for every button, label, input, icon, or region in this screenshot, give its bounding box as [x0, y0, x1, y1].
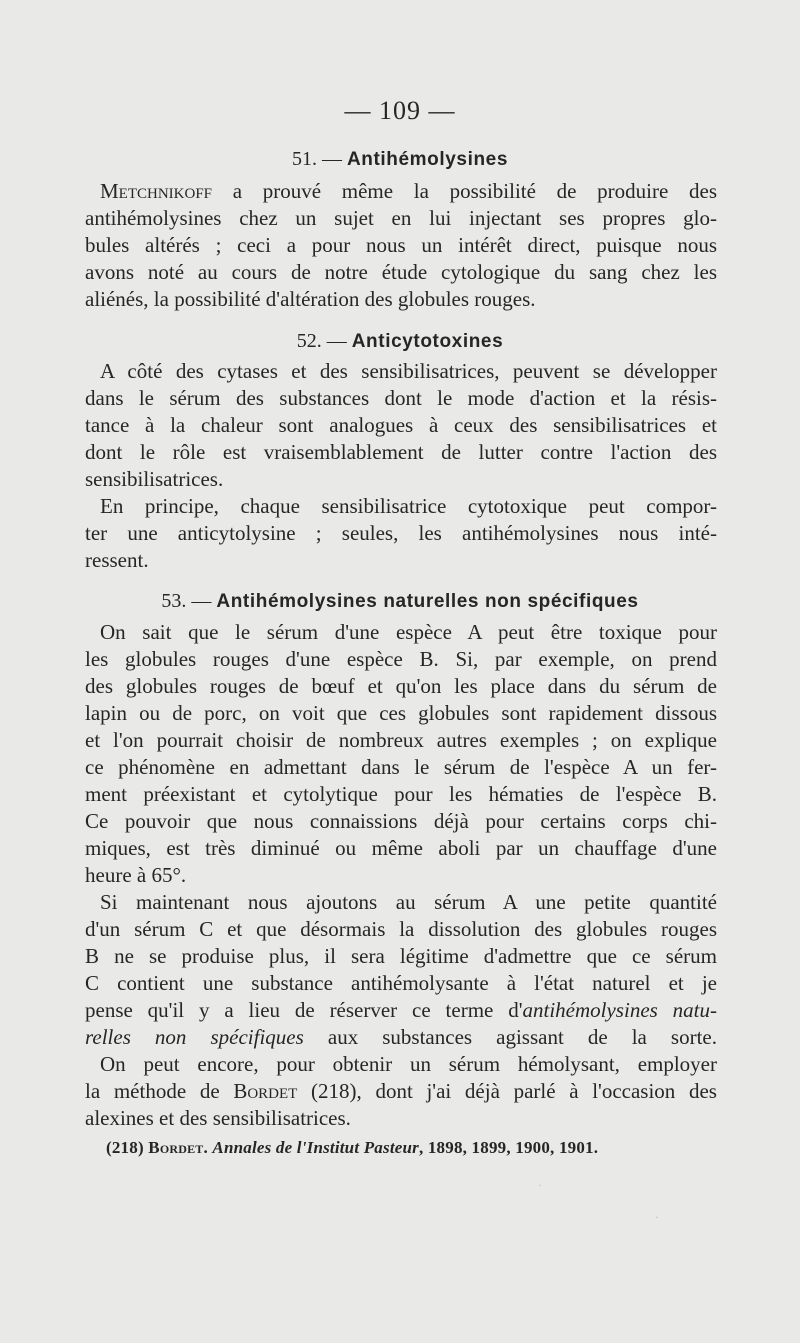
paragraph-line: tance à la chaleur sont analogues à ceux des sensibilisatrices et	[85, 413, 717, 437]
paragraph-line: aliénés, la possibilité d'altération des globules rouges.	[85, 287, 536, 311]
paragraph-line: Si maintenant nous ajoutons au sérum A une petite quantité	[100, 890, 717, 914]
paragraph-line: ce phénomène en admettant dans le sérum de l'espèce A un fer-	[85, 755, 717, 779]
paragraph-line: sensibilisatrices.	[85, 467, 224, 491]
paragraph-line: dans le sérum des substances dont le mode d'action et la résis-	[85, 386, 717, 410]
italic-term: relles non spécifiques	[85, 1025, 304, 1049]
footnote	[106, 1138, 598, 1158]
paragraph-line: ter une anticytolysine ; seules, les antihémolysines nous inté-	[85, 521, 717, 545]
paragraph-line: Ce pouvoir que nous connaissions déjà pour certains corps chi-	[85, 809, 717, 833]
page-number: — 109 —	[344, 96, 456, 125]
author-name: Metchnikoff	[100, 179, 213, 203]
footnote-author: Bordet.	[148, 1138, 208, 1157]
footnote-ref: (218)	[106, 1138, 144, 1157]
paragraph-line: Metchnikoff a prouvé même la possibilité de produire des	[100, 179, 717, 203]
author-name: Bordet	[233, 1079, 298, 1103]
paragraph-line: heure à 65°.	[85, 863, 187, 887]
paragraph-line: et l'on pourrait choisir de nombreux autres exemples ; on explique	[85, 728, 717, 752]
paragraph-line: alexines et des sensibilisatrices.	[85, 1106, 351, 1130]
section-title: Antihémolysines	[346, 149, 509, 170]
paragraph-line: lapin ou de porc, on voit que ces globules sont rapidement dissous	[85, 701, 717, 725]
paragraph-line: C contient une substance antihémolysante à l'état naturel et je	[85, 971, 717, 995]
paragraph-line: pense qu'il y a lieu de réserver ce terme d'antihémolysines natu-	[85, 998, 717, 1022]
section-heading-51	[0, 148, 800, 171]
paragraph-line: On sait que le sérum d'une espèce A peut être toxique pour	[100, 620, 717, 644]
print-speck: ·	[655, 1210, 659, 1224]
paragraph-line: la méthode de Bordet (218), dont j'ai déjà parlé à l'occasion des	[85, 1079, 717, 1103]
paragraph-line: dont le rôle est vraisemblablement de lutter contre l'action des	[85, 440, 717, 464]
paragraph-line: ment préexistant et cytolytique pour les hématies de l'espèce B.	[85, 782, 717, 806]
paragraph-line: d'un sérum C et que désormais la dissolution des globules rouges	[85, 917, 717, 941]
paragraph-line: B ne se produise plus, il sera légitime d'admettre que ce sérum	[85, 944, 717, 968]
paragraph-line: antihémolysines chez un sujet en lui injectant ses propres glo-	[85, 206, 717, 230]
section-heading-53	[0, 590, 800, 613]
paragraph-line: des globules rouges de bœuf et qu'on les place dans du sérum de	[85, 674, 717, 698]
italic-term: antihémolysines natu-	[522, 998, 717, 1022]
paragraph-line: A côté des cytases et des sensibilisatrices, peuvent se développer	[100, 359, 717, 383]
paragraph-line: avons noté au cours de notre étude cytologique du sang chez les	[85, 260, 717, 284]
section-heading-52	[0, 330, 800, 353]
paragraph-line: miques, est très diminué ou même aboli par un chauffage d'une	[85, 836, 717, 860]
footnote-years: , 1898, 1899, 1900, 1901.	[418, 1138, 599, 1157]
paragraph-line: relles non spécifiques aux substances agissant de la sorte.	[85, 1025, 718, 1049]
footnote-journal: Annales de l'Institut Pasteur	[212, 1138, 419, 1157]
paragraph-line: ressent.	[85, 548, 149, 572]
section-number: 52. —	[296, 330, 347, 352]
paragraph-line: bules altérés ; ceci a pour nous un intérêt direct, puisque nous	[85, 233, 717, 257]
section-number: 53. —	[161, 590, 212, 612]
section-title: Anticytotoxines	[351, 331, 504, 352]
paragraph-line: On peut encore, pour obtenir un sérum hémolysant, employer	[100, 1052, 717, 1076]
section-title: Antihémolysines naturelles non spécifiques	[216, 591, 639, 612]
paragraph-line: En principe, chaque sensibilisatrice cytotoxique peut compor-	[100, 494, 717, 518]
paragraph-line: les globules rouges d'une espèce B. Si, par exemple, on prend	[85, 647, 717, 671]
print-speck: ·	[538, 1178, 542, 1192]
section-number: 51. —	[291, 148, 342, 170]
